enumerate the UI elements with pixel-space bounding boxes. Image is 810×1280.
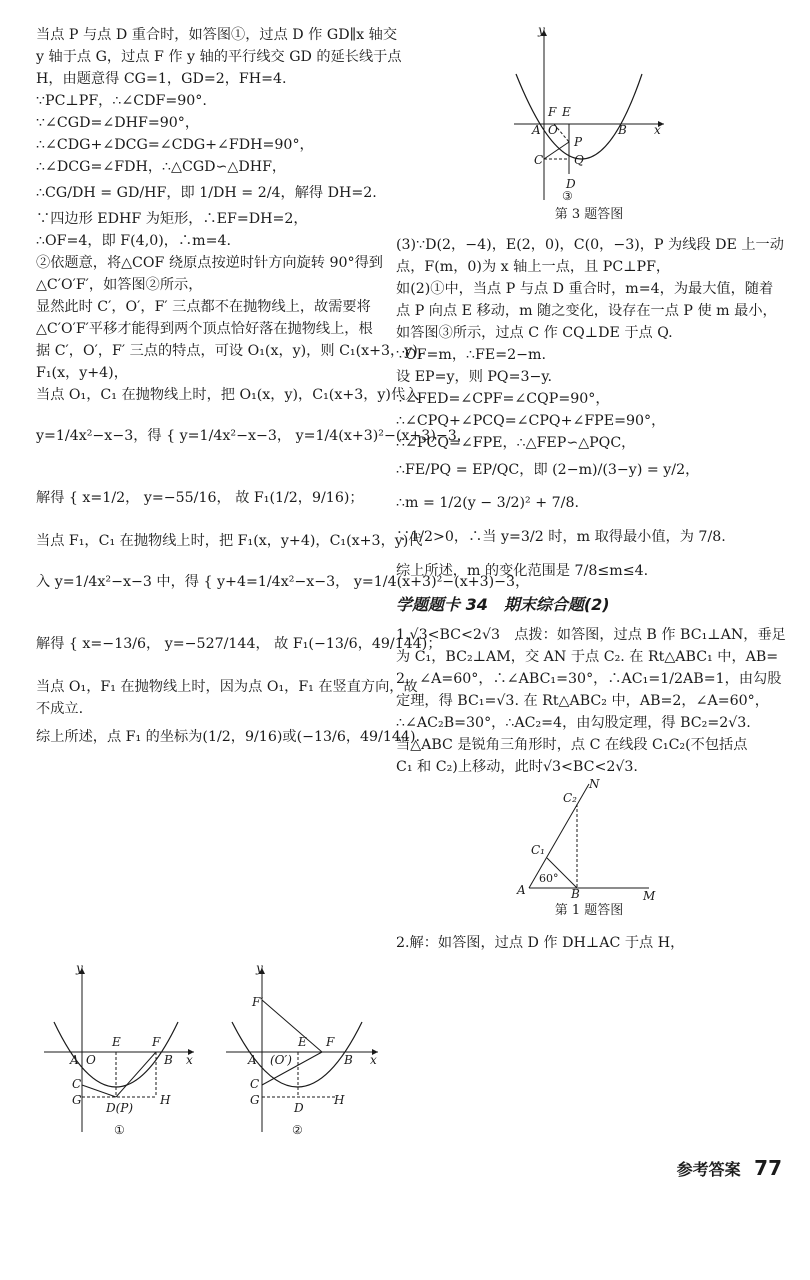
text-line: ∴∠DCG=∠FDH，∴△CGD∽△DHF， [36, 159, 287, 175]
text-line: 解得 { x=−13/6， y=−527/144， 故 F₁(−13/6，49/144)； [36, 636, 442, 652]
text-line: 综上所述，m 的变化范围是 7/8≤m≤4. [396, 563, 649, 579]
text-line: C₁ 和 C₂)上移动，此时√3<BC<2√3. [396, 759, 638, 775]
text-line: 1.√3<BC<2√3 点拨：如答图，过点 B 作 BC₁⊥AN，垂足 [396, 627, 786, 643]
text-line: ∴CG/DH = GD/HF，即 1/DH = 2/4，解得 DH=2. [36, 185, 377, 201]
svg-text:y: y [76, 961, 83, 975]
text-line: 如答图③所示，过点 C 作 CQ⊥DE 于点 Q. [396, 325, 673, 341]
svg-text:P: P [574, 135, 583, 149]
svg-text:N: N [589, 777, 600, 791]
text-line: (3)∵D(2，−4)，E(2，0)，C(0，−3)，P 为线段 DE 上一动 [396, 237, 784, 253]
figure-q1 [509, 777, 669, 903]
figure-q1-caption: 第 1 题答图 [554, 903, 624, 918]
figure-1-caption: ① [114, 1123, 125, 1137]
svg-text:E: E [298, 1035, 307, 1049]
svg-text:y: y [256, 961, 263, 975]
text-line: 当点 O₁，F₁ 在抛物线上时，因为点 O₁，F₁ 在竖直方向，故 [36, 679, 418, 695]
svg-text:E: E [112, 1035, 121, 1049]
svg-text:A: A [517, 883, 526, 897]
svg-text:F: F [326, 1035, 335, 1049]
svg-text:H: H [334, 1093, 345, 1107]
svg-text:F: F [152, 1035, 161, 1049]
figure-2 [226, 961, 378, 1137]
text-line: ②依题意，将△COF 绕原点按逆时针方向旋转 90°得到 [36, 255, 383, 271]
text-line: 定理，得 BC₁=√3. 在 Rt△ABC₂ 中，AB=2，∠A=60°， [396, 693, 769, 709]
text-line: y=1/4x²−x−3，得 { y=1/4x²−x−3， y=1/4(x+3)²−(x+3)−3， [36, 428, 471, 444]
text-line: 如(2)①中，当点 P 与点 D 重合时，m=4，为最大值，随着 [396, 281, 774, 297]
svg-text:x: x [370, 1053, 377, 1067]
text-line: 据 C′，O′，F′ 三点的特点，可设 O₁(x，y)，则 C₁(x+3，y)， [36, 343, 432, 359]
page-number: 77 [754, 1156, 782, 1180]
text-line: ∵四边形 EDHF 为矩形，∴EF=DH=2， [36, 211, 308, 227]
figure-2-caption: ② [292, 1123, 303, 1137]
text-line: 2，∠A=60°，∴∠ABC₁=30°，∴AC₁=1/2AB=1，由勾股 [396, 671, 782, 687]
svg-text:x: x [186, 1053, 193, 1067]
text-line: 不成立. [36, 701, 84, 717]
figure-3-caption: ③ [562, 189, 573, 203]
svg-text:A: A [248, 1053, 257, 1067]
svg-text:Q: Q [574, 153, 584, 167]
text-line: ∴∠PCQ=∠FPE，∴△FEP∽△PQC， [396, 435, 636, 451]
svg-text:G: G [250, 1093, 260, 1107]
text-line: 显然此时 C′，O′，F′ 三点都不在抛物线上，故需要将 [36, 299, 371, 315]
svg-text:C₂: C₂ [563, 791, 577, 805]
text-line: ∵1/2>0，∴当 y=3/2 时，m 取得最小值，为 7/8. [396, 529, 726, 545]
svg-text:O: O [86, 1053, 96, 1067]
svg-text:F: F [548, 105, 557, 119]
svg-text:A: A [70, 1053, 79, 1067]
text-line: 综上所述，点 F₁ 的坐标为(1/2，9/16)或(−13/6，49/144). [36, 729, 420, 745]
svg-text:O: O [548, 123, 558, 137]
text-line: ∴∠CPQ+∠PCQ=∠CPQ+∠FPE=90°， [396, 413, 666, 429]
text-line: 当点 O₁，C₁ 在抛物线上时，把 O₁(x，y)，C₁(x+3，y)代入 [36, 387, 420, 403]
svg-text:H: H [160, 1093, 171, 1107]
text-line: 当△ABC 是锐角三角形时，点 C 在线段 C₁C₂(不包括点 [396, 737, 748, 753]
svg-text:B: B [571, 887, 580, 901]
figure-3 [504, 24, 674, 202]
text-line: △C′O′F′平移才能得到两个顶点恰好落在抛物线上，根 [36, 321, 373, 337]
text-line: ∵∠FED=∠CPF=∠CQP=90°， [396, 391, 610, 407]
text-line: ∵PC⊥PF，∴∠CDF=90°. [36, 93, 207, 109]
figure-3-title: 第 3 题答图 [554, 207, 624, 222]
text-line: y 轴于点 G，过点 F 作 y 轴的平行线交 GD 的延长线于点 [36, 49, 402, 65]
text-line: ∵∠CGD=∠DHF=90°， [36, 115, 200, 131]
text-line: 当点 P 与点 D 重合时，如答图①，过点 D 作 GD∥x 轴交 [36, 27, 398, 43]
svg-text:(O′): (O′) [270, 1053, 292, 1067]
figures-1-2 [36, 962, 388, 1142]
text-line: 入 y=1/4x²−x−3 中，得 { y+4=1/4x²−x−3， y=1/4(x+3)²−(x+3)−3， [36, 574, 530, 590]
svg-text:C: C [72, 1077, 82, 1091]
text-line: 当点 F₁，C₁ 在抛物线上时，把 F₁(x，y+4)，C₁(x+3，y)代 [36, 533, 423, 549]
text-line: ∴m = 1/2(y − 3/2)² + 7/8. [396, 495, 579, 511]
svg-text:M: M [643, 889, 656, 903]
text-line: 点 P 向点 E 移动，m 随之变化，设存在一点 P 使 m 最小， [396, 303, 777, 319]
svg-text:D: D [294, 1101, 304, 1115]
svg-text:G: G [72, 1093, 82, 1107]
svg-text:E: E [562, 105, 571, 119]
svg-text:F′: F′ [252, 995, 264, 1009]
page-footer [677, 1156, 782, 1180]
svg-text:B: B [618, 123, 627, 137]
svg-text:B: B [164, 1053, 173, 1067]
svg-text:C: C [534, 153, 544, 167]
svg-text:C₁: C₁ [531, 843, 545, 857]
text-line: ∴OF=4，即 F(4,0)，∴m=4. [36, 233, 232, 249]
text-line: 为 C₁，BC₂⊥AM，交 AN 于点 C₂. 在 Rt△ABC₁ 中，AB= [396, 649, 779, 665]
text-line: H，由题意得 CG=1，GD=2，FH=4. [36, 71, 287, 87]
footer-label: 参考答案 [676, 1160, 741, 1179]
text-line: F₁(x，y+4)， [36, 365, 128, 381]
text-line: 解得 { x=1/2， y=−55/16， 故 F₁(1/2，9/16)； [36, 490, 364, 506]
figure-1 [44, 961, 194, 1137]
text-line: △C′O′F′，如答图②所示， [36, 277, 203, 293]
section-title: 学题题卡 34 期末综合题(2) [396, 595, 610, 614]
text-line: ∴FE/PQ = EP/QC，即 (2−m)/(3−y) = y/2， [396, 462, 700, 478]
text-line: ∴∠CDG+∠DCG=∠CDG+∠FDH=90°， [36, 137, 314, 153]
svg-text:B: B [344, 1053, 353, 1067]
parabola-figures [36, 962, 388, 1142]
text-line: 2.解：如答图，过点 D 作 DH⊥AC 于点 H， [396, 935, 685, 951]
svg-text:y: y [538, 23, 545, 37]
svg-text:A: A [532, 123, 541, 137]
svg-text:D(P): D(P) [106, 1101, 134, 1115]
right-column [396, 23, 786, 954]
text-line: 点，F(m，0)为 x 轴上一点，且 PC⊥PF， [396, 259, 671, 275]
svg-text:x: x [654, 123, 661, 137]
svg-text:C: C [250, 1077, 260, 1091]
text-line: 设 EP=y，则 PQ=3−y. [396, 369, 553, 385]
svg-text:D: D [566, 177, 576, 191]
text-line: ∴∠AC₂B=30°，∴AC₂=4，由勾股定理，得 BC₂=2√3. [396, 715, 751, 731]
svg-text:60°: 60° [539, 872, 559, 885]
text-line: ∵OF=m，∴FE=2−m. [396, 347, 547, 363]
